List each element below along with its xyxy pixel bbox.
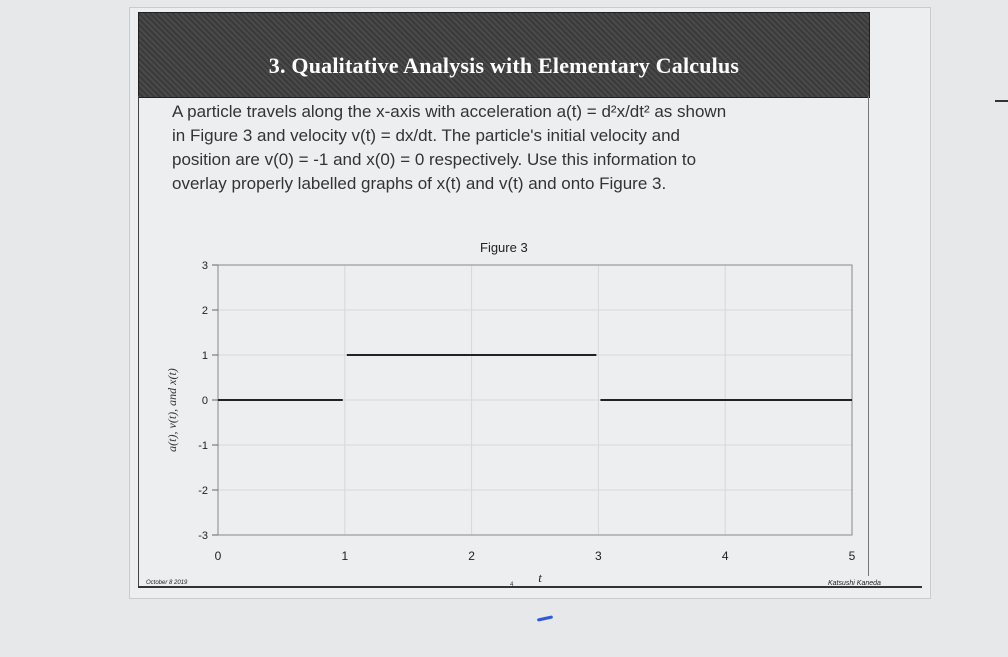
y-tick-label: 0: [201, 395, 208, 407]
y-tick-label: -2: [198, 485, 208, 497]
x-tick-label: 5: [848, 549, 856, 563]
x-tick-label: 4: [721, 549, 729, 563]
y-axis-label: a(t), v(t), and x(t): [165, 368, 179, 452]
series-layer: [218, 355, 852, 400]
y-tick-label: -3: [198, 530, 208, 542]
x-tick-label: 0: [214, 549, 222, 563]
footer-author: Katsushi Kaneda: [828, 580, 881, 587]
problem-line: overlay properly labelled graphs of x(t) and v(t) and onto Figure 3.: [172, 174, 667, 193]
problem-line: in Figure 3 and velocity v(t) = dx/dt. The particle's initial velocity and: [172, 126, 680, 145]
x-tick-label: 2: [468, 549, 475, 563]
x-tick-label: 3: [595, 549, 602, 563]
x-axis-label: t: [538, 570, 542, 585]
footer-page-mark: 4: [510, 582, 514, 588]
problem-line: position are v(0) = -1 and x(0) = 0 respectively. Use this information to: [172, 150, 697, 169]
problem-line: A particle travels along the x-axis with acceleration a(t) = d²x/dt² as shown: [172, 102, 727, 121]
y-tick-label: -1: [198, 440, 208, 452]
y-tick-label: 2: [201, 305, 208, 317]
figure-title: Figure 3: [480, 240, 528, 255]
section-heading: 3. Qualitative Analysis with Elementary Calculus: [268, 53, 740, 78]
tick-layer: [198, 260, 855, 563]
y-tick-label: 1: [201, 350, 208, 362]
footer-date: October 8 2019: [146, 580, 188, 586]
x-tick-label: 1: [341, 549, 349, 563]
y-tick-label: 3: [201, 260, 208, 272]
